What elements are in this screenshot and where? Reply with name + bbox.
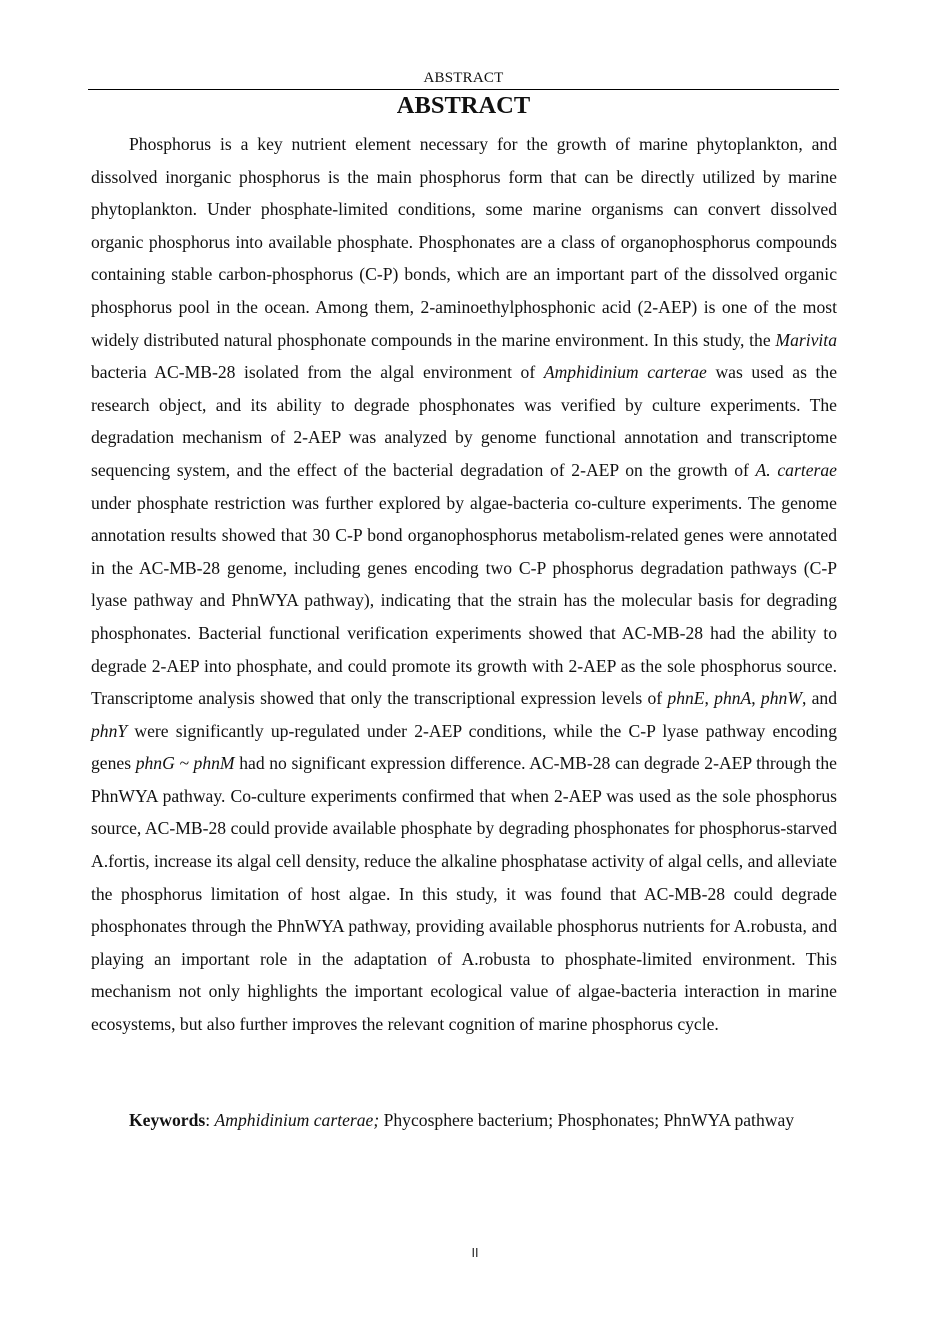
- abstract-text: was used as the research object, and its ability to degrade phosphonates was verified by culture experiments. The degradation mechanism of 2-AEP was analyzed by genome functional annotation and transcriptome sequencing system, and the effect of the bacterial degradation of 2-AEP on the growth of: [91, 362, 838, 480]
- abstract-text: bacteria AC-MB-28 isolated from the algal environment of: [91, 362, 544, 383]
- species-abbreviation: A. carterae: [755, 459, 837, 480]
- running-header: ABSTRACT: [423, 70, 504, 86]
- abstract-text: Phosphorus is a key nutrient element necessary for the growth of marine phytoplankton, and dissolved inorganic phosphorus is the main phosphorus form that can be directly utilized by marine phytoplankton. Under phosphate-limited conditions, some marine organisms can convert dissolved organic phosphorus into available phosphate. Phosphonates are a class of organophosphorus compounds containing stable carbon-phosphorus (C-P) bonds, which are an important part of the dissolved organic phosphorus pool in the ocean. Among them, 2-aminoethylphosphonic acid (2-AEP) is one of the most widely distributed natural phosphonate compounds in the marine environment. In this study, the: [91, 134, 837, 350]
- keywords-colon: :: [205, 1110, 215, 1130]
- keyword-species: Amphidinium carterae;: [214, 1110, 380, 1130]
- page-title: ABSTRACT: [396, 92, 531, 119]
- gene-range: phnG ~ phnM: [135, 753, 235, 774]
- abstract-text: under phosphate restriction was further explored by algae-bacteria co-culture experiments. The genome annotation results showed that 30 C-P bond organophosphorus metabolism-related genes were annotated in the AC-MB-28 genome, including genes encoding two C-P phosphorus degradation pathways (C-P lyase pathway and PhnWYA pathway), indicating that the strain has the molecular basis for degrading phosphonates. Bacterial functional verification experiments showed that AC-MB-28 had the ability to degrade 2-AEP into phosphate, and could promote its growth with 2-AEP as the sole phosphorus source. Transcriptome analysis showed that only the transcriptional expression levels of: [91, 492, 837, 709]
- abstract-body: [91, 128, 837, 1041]
- keywords-line: [91, 1104, 837, 1137]
- keywords-label: Keywords: [129, 1110, 206, 1130]
- gene-name: phnW: [760, 688, 802, 709]
- separator: ,: [751, 688, 761, 709]
- gene-name: phnE: [667, 688, 705, 709]
- species-name: Amphidinium carterae: [543, 362, 707, 383]
- separator: ,: [704, 688, 715, 709]
- separator: , and: [801, 688, 837, 709]
- page-number: II: [471, 1246, 479, 1260]
- abstract-text: had no significant expression difference. AC-MB-28 can degrade 2-AEP through the PhnWYA pathway. Co-culture experiments confirmed that when 2-AEP was used as the sole phosphorus source, AC-MB-28 could provide available phosphate by degrading phosphonates for phosphorus-starved A.fortis, increase its algal cell density, reduce the alkaline phosphatase activity of algal cells, and alleviate the phosphorus limitation of host algae. In this study, it was found that AC-MB-28 could degrade phosphonates through the PhnWYA pathway, providing available phosphorus nutrients for A.robusta, and playing an important role in the adaptation of A.robusta to phosphate-limited environment. This mechanism not only highlights the important ecological value of algae-bacteria interaction in marine ecosystems, but also further improves the relevant cognition of marine phosphorus cycle.: [91, 753, 837, 1035]
- gene-name: phnA: [714, 688, 752, 709]
- genus-name: Marivita: [775, 329, 837, 350]
- keywords-list: Phycosphere bacterium; Phosphonates; PhnWYA pathway: [379, 1110, 795, 1130]
- abstract-text: were significantly up-regulated under 2-AEP conditions, while the C-P lyase pathway encoding genes: [91, 720, 837, 774]
- gene-name: phnY: [91, 720, 128, 741]
- abstract-paragraph: [91, 128, 837, 1041]
